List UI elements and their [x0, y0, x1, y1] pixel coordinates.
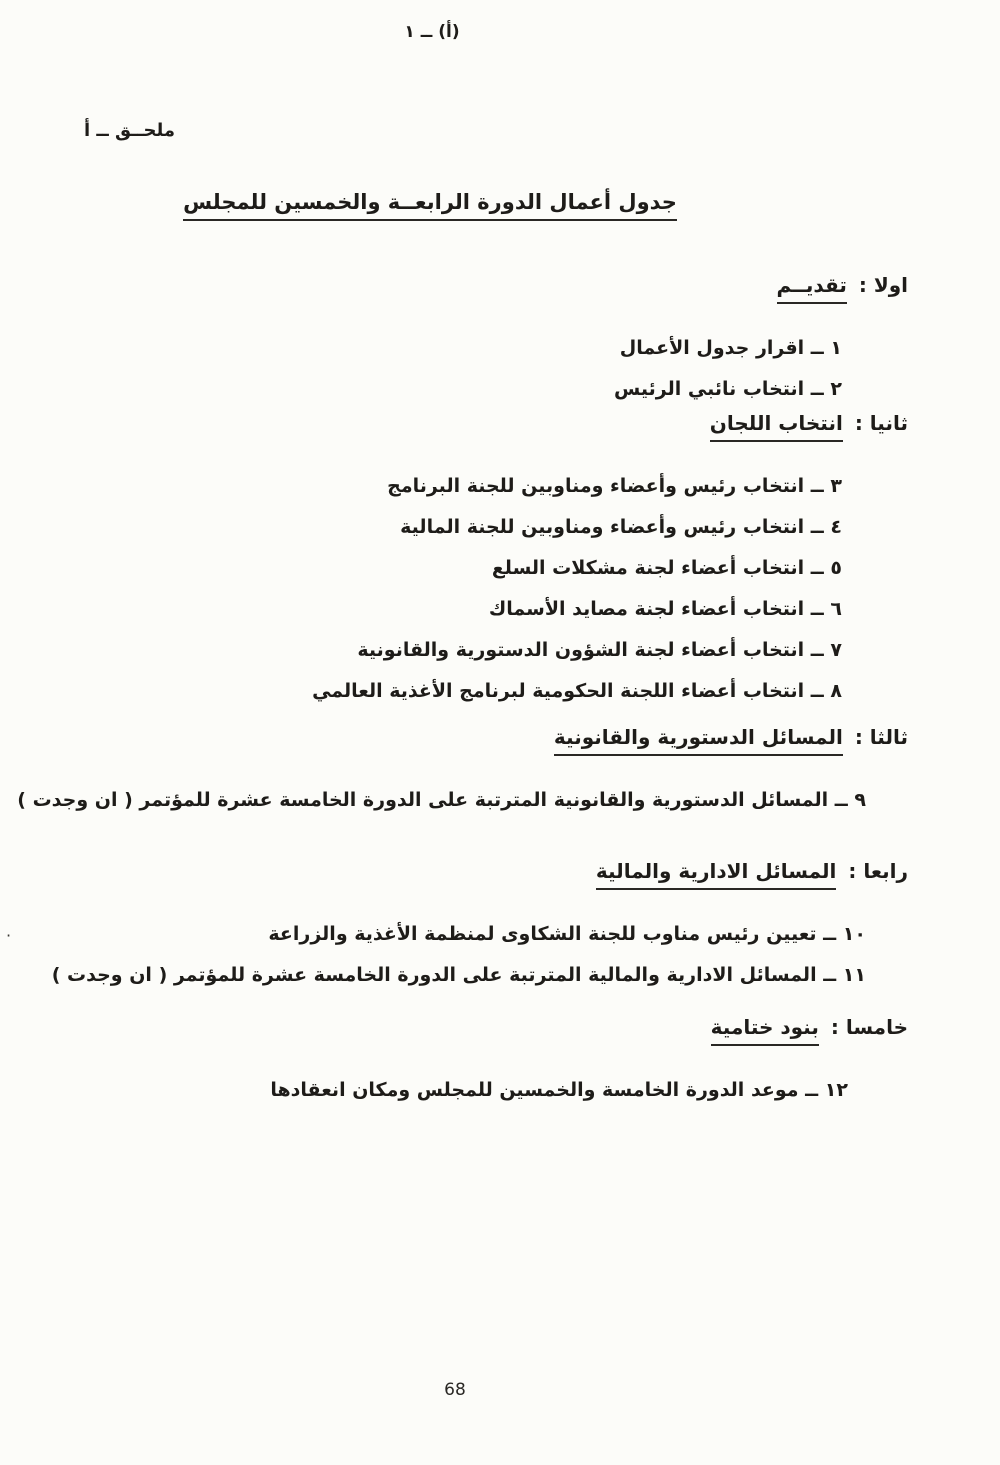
agenda-item: ٥ ــ انتخاب أعضاء لجنة مشكلات السلع [491, 557, 842, 579]
section-items [0, 914, 1000, 996]
agenda-item: ١١ ــ المسائل الادارية والمالية المترتبة على الدورة الخامسة عشرة للمؤتمر ( ان وجدت ) [51, 964, 866, 986]
section-administrative-financial [0, 858, 1000, 996]
section-label: خامسا : [830, 1015, 908, 1039]
section-heading [0, 724, 1000, 756]
section-constitutional-legal [0, 724, 1000, 821]
agenda-item: ٢ ــ انتخاب نائبي الرئيس [614, 378, 842, 400]
section-items [0, 780, 1000, 821]
agenda-item: ٧ ــ انتخاب أعضاء لجنة الشؤون الدستورية والقانونية [357, 639, 842, 661]
agenda-item: ٩ ــ المسائل الدستورية والقانونية المترتبة على الدورة الخامسة عشرة للمؤتمر ( ان وجدت ) [17, 789, 866, 811]
section-title: المسائل الادارية والمالية [596, 858, 836, 890]
section-heading [0, 272, 1000, 304]
section-heading [0, 1014, 1000, 1046]
section-title: انتخاب اللجان [710, 410, 843, 442]
section-title: المسائل الدستورية والقانونية [554, 724, 843, 756]
document-body [0, 258, 1000, 1111]
section-title: بنود ختامية [711, 1014, 819, 1046]
page-number: 68 [444, 1380, 466, 1400]
section-title: تقديــم [777, 272, 847, 304]
section-committee-elections [0, 410, 1000, 712]
agenda-item: ٨ ــ انتخاب أعضاء اللجنة الحكومية لبرنامج الأغذية العالمي [312, 680, 842, 702]
agenda-item: ١٠ ــ تعيين رئيس مناوب للجنة الشكاوى لمنظمة الأغذية والزراعة [268, 923, 866, 945]
section-label: ثانيا : [854, 411, 908, 435]
page-header-marker: (أ) ــ ١ [404, 22, 460, 42]
section-concluding-items [0, 1014, 1000, 1111]
section-items [0, 1070, 1000, 1111]
agenda-item: ٣ ــ انتخاب رئيس وأعضاء ومناوبين للجنة البرنامج [387, 475, 842, 497]
annex-label: ملحــق ــ أ [84, 120, 176, 141]
section-label: رابعا : [848, 859, 908, 883]
section-introduction [0, 272, 1000, 410]
section-items [0, 466, 1000, 712]
section-items [0, 328, 1000, 410]
section-heading [0, 858, 1000, 890]
section-heading [0, 410, 1000, 442]
agenda-item: ٦ ــ انتخاب أعضاء لجنة مصايد الأسماك [488, 598, 842, 620]
scan-speck: · [6, 926, 12, 945]
title-container [130, 190, 730, 221]
agenda-item: ١ ــ اقرار جدول الأعمال [619, 337, 842, 359]
section-label: اولا : [858, 273, 908, 297]
agenda-item: ١٢ ــ موعد الدورة الخامسة والخمسين للمجلس ومكان انعقادها [270, 1079, 848, 1101]
section-label: ثالثا : [854, 725, 908, 749]
page-title: جدول أعمال الدورة الرابعــة والخمسين للمجلس [183, 190, 677, 221]
agenda-item: ٤ ــ انتخاب رئيس وأعضاء ومناوبين للجنة المالية [400, 516, 842, 538]
